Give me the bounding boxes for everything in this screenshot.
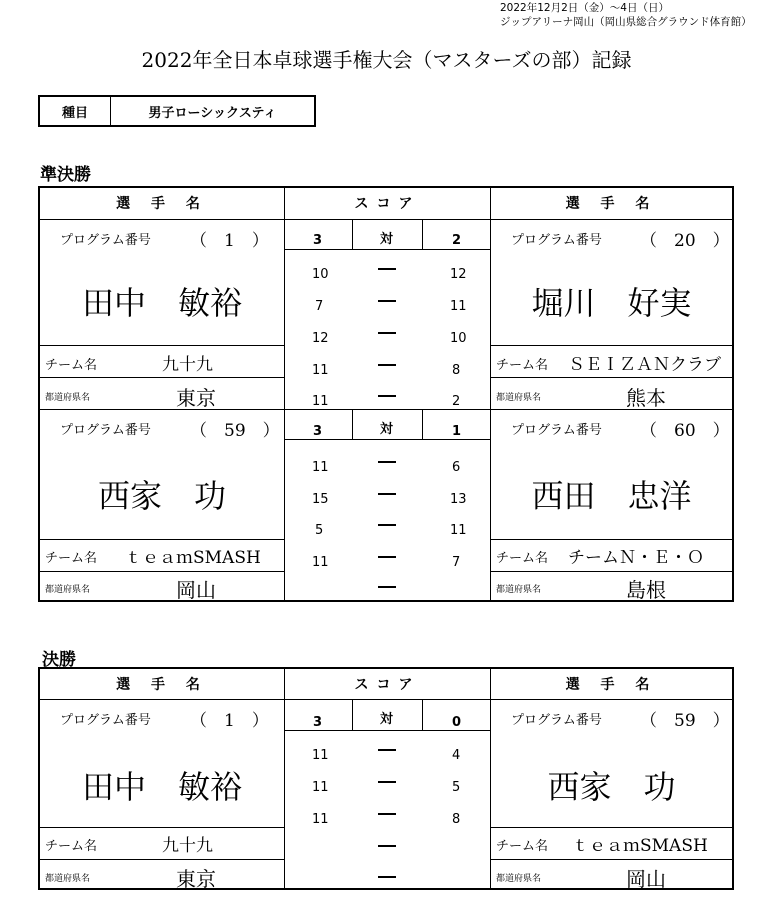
program-label: プログラム番号 bbox=[60, 423, 151, 438]
score-dash bbox=[378, 300, 396, 302]
player-name: 堀川 好実 bbox=[531, 284, 692, 322]
score-dash bbox=[378, 781, 396, 783]
prefecture-name: 岡山 bbox=[626, 867, 666, 891]
game-score-right: 4 bbox=[452, 748, 461, 763]
event-dates: 2022年12月2日（金）～4日（日） bbox=[500, 2, 669, 14]
score-dash bbox=[378, 493, 396, 495]
game-score-left: 15 bbox=[312, 492, 329, 507]
program-label: プログラム番号 bbox=[511, 423, 602, 438]
team-name: 九十九 bbox=[162, 355, 213, 375]
player-header-left: 選 手 名 bbox=[116, 677, 208, 693]
prefecture-name: 東京 bbox=[176, 867, 216, 891]
program-label: プログラム番号 bbox=[60, 713, 151, 728]
program-number: （ 1 ） bbox=[190, 711, 269, 731]
semifinal-label: 準決勝 bbox=[40, 165, 91, 185]
game-score-left: 5 bbox=[315, 523, 324, 538]
player-name: 田中 敏裕 bbox=[81, 284, 242, 322]
game-score-right: 8 bbox=[452, 812, 461, 827]
games-won-left: 3 bbox=[313, 424, 323, 439]
game-score-right: 5 bbox=[452, 780, 461, 795]
game-score-right: 2 bbox=[452, 394, 461, 409]
score-dash bbox=[378, 749, 396, 751]
player-name: 西家 功 bbox=[547, 768, 676, 806]
game-score-left: 11 bbox=[312, 363, 329, 378]
event-place: ジップアリーナ岡山（岡山県総合グラウンド体育館） bbox=[500, 16, 752, 28]
score-dash bbox=[378, 845, 396, 847]
vs-label: 対 bbox=[380, 232, 394, 247]
game-score-right: 6 bbox=[452, 460, 461, 475]
page-title: 2022年全日本卓球選手権大会（マスターズの部）記録 bbox=[141, 48, 632, 72]
player-name: 田中 敏裕 bbox=[81, 768, 242, 806]
team-label: チーム名 bbox=[45, 358, 98, 373]
prefecture-label: 都道府県名 bbox=[45, 393, 91, 403]
program-label: プログラム番号 bbox=[511, 233, 602, 248]
event-value: 男子ローシックスティ bbox=[148, 105, 277, 121]
game-score-right: 12 bbox=[450, 267, 467, 282]
team-label: チーム名 bbox=[45, 551, 98, 566]
venue-info bbox=[500, 1, 752, 29]
final-label: 決勝 bbox=[42, 650, 76, 670]
game-score-left: 11 bbox=[312, 812, 329, 827]
program-number: （ 60 ） bbox=[640, 421, 730, 441]
prefecture-name: 熊本 bbox=[626, 386, 666, 410]
score-header: スコア bbox=[354, 196, 421, 212]
prefecture-name: 東京 bbox=[176, 386, 216, 410]
player-header-right: 選 手 名 bbox=[565, 677, 658, 693]
team-label: チーム名 bbox=[496, 551, 549, 566]
team-name: 九十九 bbox=[162, 836, 213, 856]
score-dash bbox=[378, 461, 396, 463]
game-score-right: 8 bbox=[452, 363, 461, 378]
games-won-left: 3 bbox=[313, 233, 323, 248]
team-name: ｔｅａｍSMASH bbox=[572, 836, 708, 856]
game-score-left: 12 bbox=[312, 331, 329, 346]
game-score-right: 11 bbox=[450, 523, 467, 538]
program-number: （ 20 ） bbox=[640, 231, 730, 251]
score-dash bbox=[378, 332, 396, 334]
semifinal-table bbox=[38, 186, 734, 602]
prefecture-label: 都道府県名 bbox=[45, 874, 91, 884]
game-score-left: 11 bbox=[312, 460, 329, 475]
game-score-left: 11 bbox=[312, 748, 329, 763]
score-dash bbox=[378, 524, 396, 526]
score-dash bbox=[378, 268, 396, 270]
prefecture-label: 都道府県名 bbox=[496, 874, 542, 884]
prefecture-label: 都道府県名 bbox=[496, 393, 542, 403]
game-score-right: 11 bbox=[450, 299, 467, 314]
game-score-right: 13 bbox=[450, 492, 467, 507]
vs-label: 対 bbox=[380, 422, 394, 437]
program-number: （ 59 ） bbox=[640, 711, 730, 731]
vs-label: 対 bbox=[380, 712, 394, 727]
team-label: チーム名 bbox=[496, 839, 549, 854]
prefecture-label: 都道府県名 bbox=[45, 585, 91, 595]
program-number: （ 59 ） bbox=[190, 421, 280, 441]
prefecture-label: 都道府県名 bbox=[496, 585, 542, 595]
game-score-left: 7 bbox=[315, 299, 324, 314]
program-label: プログラム番号 bbox=[511, 713, 602, 728]
score-dash bbox=[378, 876, 396, 878]
team-name: チームＮ・Ｅ・Ｏ bbox=[568, 548, 704, 568]
games-won-right: 2 bbox=[452, 233, 462, 248]
team-label: チーム名 bbox=[45, 839, 98, 854]
player-header-left: 選 手 名 bbox=[116, 196, 208, 212]
game-score-left: 11 bbox=[312, 555, 329, 570]
program-number: （ 1 ） bbox=[190, 231, 269, 251]
team-name: ｔｅａｍSMASH bbox=[125, 548, 261, 568]
game-score-right: 10 bbox=[450, 331, 467, 346]
program-label: プログラム番号 bbox=[60, 233, 151, 248]
score-dash bbox=[378, 395, 396, 397]
team-name: ＳＥＩＺＡＮクラブ bbox=[568, 355, 721, 375]
games-won-right: 0 bbox=[452, 715, 462, 730]
score-dash bbox=[378, 813, 396, 815]
score-dash bbox=[378, 586, 396, 588]
score-dash bbox=[378, 556, 396, 558]
game-score-left: 10 bbox=[312, 267, 329, 282]
player-name: 西家 功 bbox=[97, 477, 226, 515]
game-score-left: 11 bbox=[312, 394, 329, 409]
player-name: 西田 忠洋 bbox=[531, 477, 692, 515]
score-dash bbox=[378, 364, 396, 366]
games-won-right: 1 bbox=[452, 424, 462, 439]
player-header-right: 選 手 名 bbox=[565, 196, 658, 212]
games-won-left: 3 bbox=[313, 715, 323, 730]
team-label: チーム名 bbox=[496, 358, 549, 373]
game-score-left: 11 bbox=[312, 780, 329, 795]
game-score-right: 7 bbox=[452, 555, 461, 570]
event-label: 種目 bbox=[40, 97, 111, 125]
event-box bbox=[38, 95, 316, 127]
score-header: スコア bbox=[354, 677, 421, 693]
prefecture-name: 岡山 bbox=[176, 578, 216, 602]
final-table bbox=[38, 667, 734, 890]
prefecture-name: 島根 bbox=[626, 578, 666, 602]
